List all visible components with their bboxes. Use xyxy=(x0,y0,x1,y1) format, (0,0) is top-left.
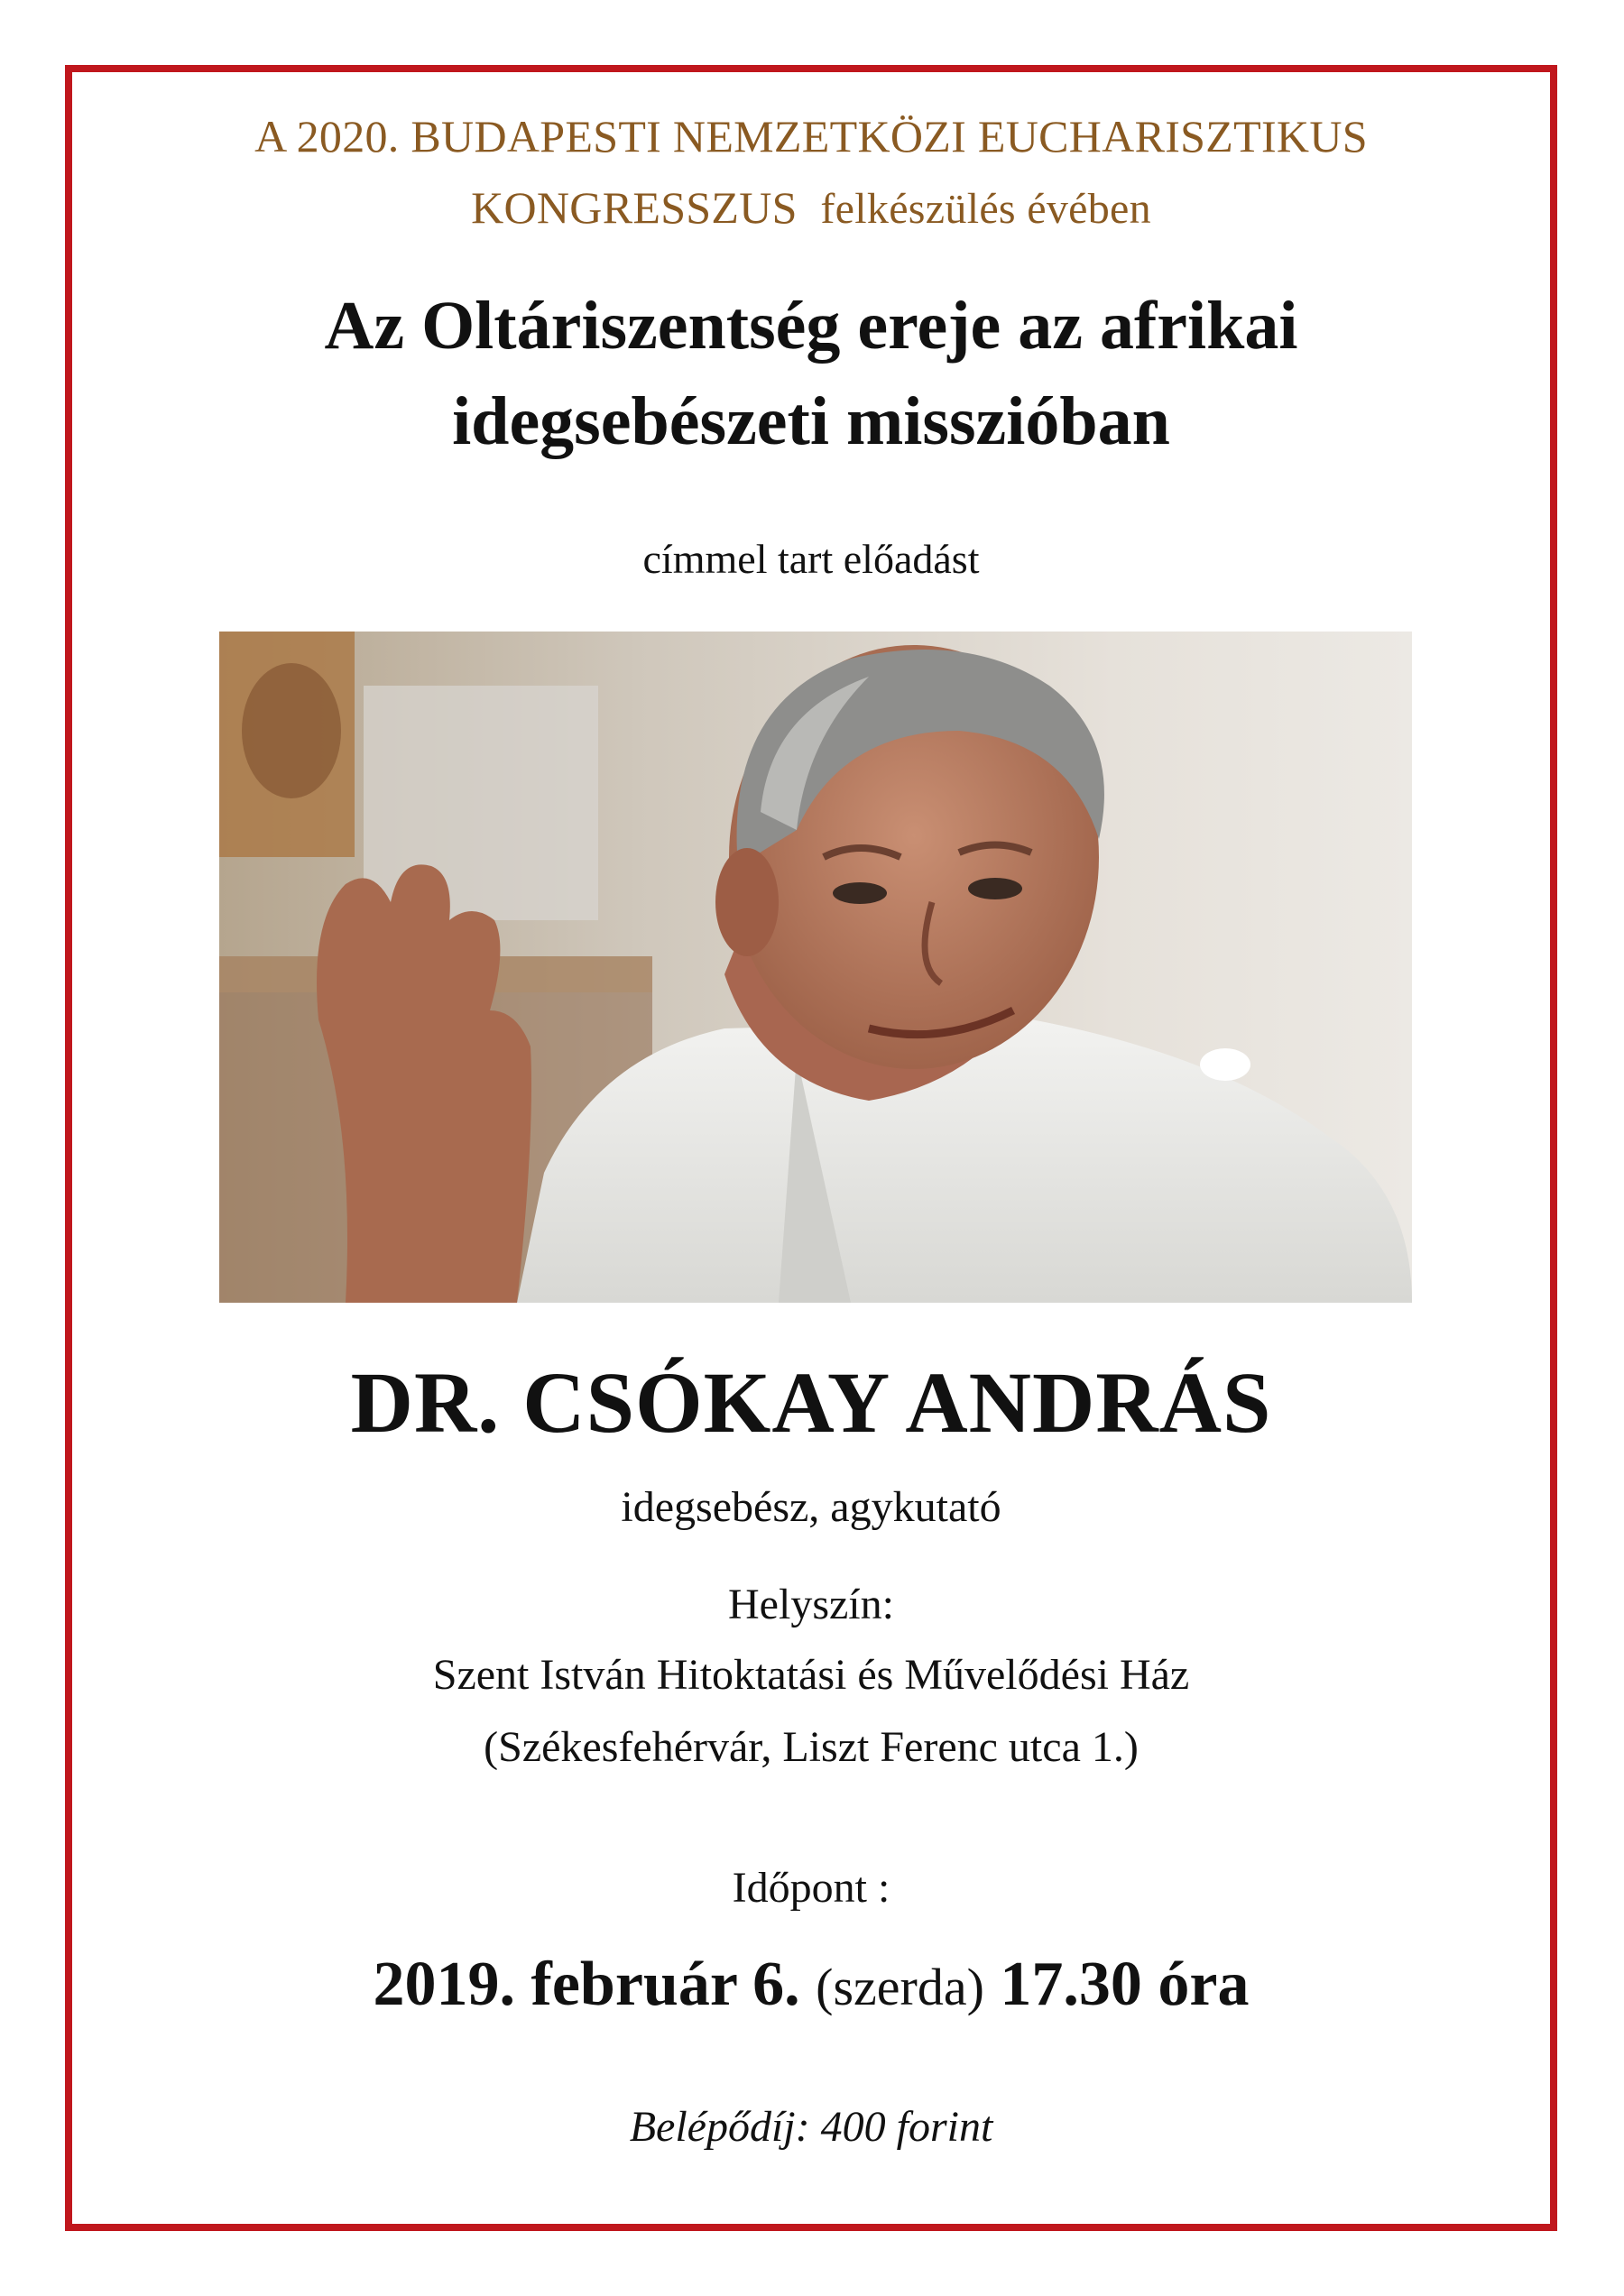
time-label: Időpont : xyxy=(732,1864,890,1912)
venue-address: (Székesfehérvár, Liszt Ferenc utca 1.) xyxy=(484,1723,1139,1771)
speaker-photo-illustration xyxy=(219,632,1412,1303)
event-date: 2019. február 6. xyxy=(373,1950,800,2019)
venue-label: Helyszín: xyxy=(728,1581,894,1628)
event-datetime xyxy=(65,1947,1557,2025)
entry-fee: Belépődíj: 400 forint xyxy=(629,2103,993,2151)
lecture-title-line-1: Az Oltáriszentség ereje az afrikai xyxy=(324,288,1298,364)
speaker-photo xyxy=(219,632,1412,1303)
congress-line-2-caps: KONGRESSZUS xyxy=(471,182,798,233)
event-hour: 17.30 óra xyxy=(1000,1950,1250,2019)
venue-name: Szent István Hitoktatási és Művelődési Ház xyxy=(432,1651,1190,1699)
lecture-subtitle: címmel tart előadást xyxy=(642,536,980,582)
congress-line-2 xyxy=(65,172,1557,244)
speaker-profession: idegsebész, agykutató xyxy=(621,1483,1001,1531)
congress-header xyxy=(65,101,1557,244)
lecture-title xyxy=(65,278,1557,469)
lecture-title-line-2: idegsebészeti misszióban xyxy=(452,383,1170,459)
speaker-name: DR. CSÓKAY ANDRÁS xyxy=(350,1354,1272,1451)
congress-line-1: A 2020. BUDAPESTI NEMZETKÖZI EUCHARISZTIKUS xyxy=(254,111,1368,161)
event-weekday: (szerda) xyxy=(816,1958,984,2016)
congress-line-2-rest: felkészülés évében xyxy=(820,185,1151,233)
